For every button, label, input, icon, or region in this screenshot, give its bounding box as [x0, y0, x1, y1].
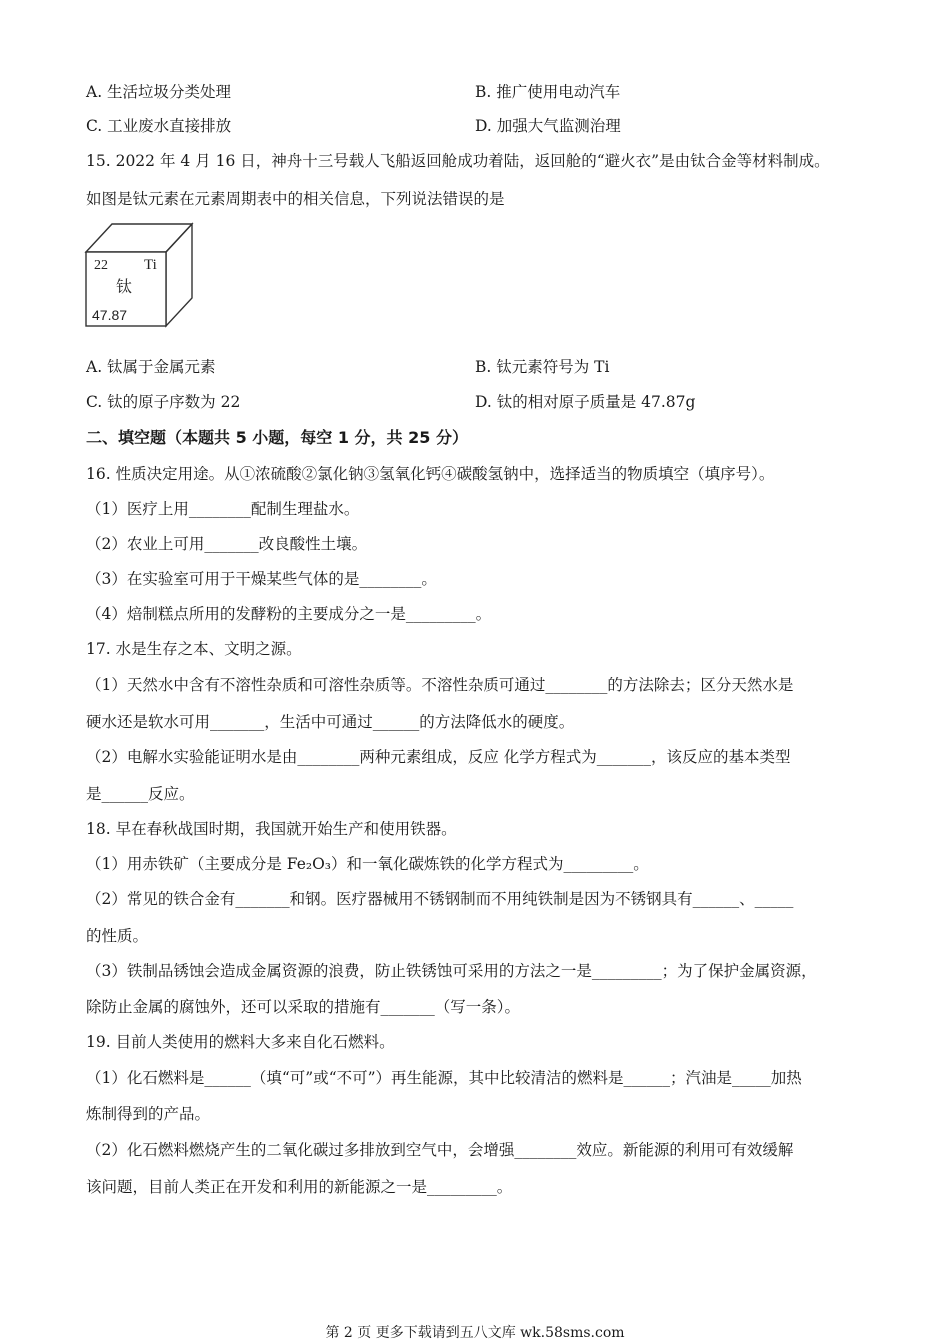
q18-part3-line2: 除防止金属的腐蚀外，还可以采取的措施有_______（写一条）。	[86, 998, 521, 1016]
q17-part1-line2: 硬水还是软水可用_______，生活中可通过______的方法降低水的硬度。	[86, 713, 575, 731]
titanium-element-cell	[84, 220, 196, 332]
q18-stem: 18. 早在春秋战国时期，我国就开始生产和使用铁器。	[86, 820, 457, 838]
q19-part2-line1: （2）化石燃料燃烧产生的二氧化碳过多排放到空气中，会增强________效应。新能源的利用可有效缓解	[86, 1141, 794, 1159]
q17-part2-line2: 是______反应。	[86, 785, 195, 803]
q19-part1-line1: （1）化石燃料是______（填“可”或“不可”）再生能源，其中比较清洁的燃料是______；汽油是_____加热	[86, 1069, 802, 1087]
q14-option-b: B. 推广使用电动汽车	[475, 83, 621, 101]
q19-part1-line2: 炼制得到的产品。	[86, 1105, 211, 1123]
q18-part2-line2: 的性质。	[86, 927, 149, 945]
page-footer: 第 2 页 更多下载请到五八文库 wk.58sms.com	[325, 1325, 625, 1341]
q16-part2: （2）农业上可用_______改良酸性土壤。	[86, 535, 368, 553]
q19-part2-line2: 该问题，目前人类正在开发和利用的新能源之一是_________。	[86, 1178, 513, 1196]
q14-option-a: A. 生活垃圾分类处理	[86, 83, 232, 101]
element-symbol: Ti	[144, 257, 157, 273]
q14-option-d: D. 加强大气监测治理	[475, 117, 621, 135]
section-heading: 二、填空题（本题共 5 小题，每空 1 分，共 25 分）	[86, 428, 468, 447]
q16-part1: （1）医疗上用________配制生理盐水。	[86, 500, 360, 518]
q15-option-c: C. 钛的原子序数为 22	[86, 393, 241, 411]
q15-option-a: A. 钛属于金属元素	[86, 358, 216, 376]
element-name: 钛	[116, 277, 133, 296]
q17-part1-line1: （1）天然水中含有不溶性杂质和可溶性杂质等。不溶性杂质可通过________的方法除去；区分天然水是	[86, 676, 794, 694]
q16-stem: 16. 性质决定用途。从①浓硫酸②氯化钠③氢氧化钙④碳酸氢钠中，选择适当的物质填空（填序号）。	[86, 465, 775, 483]
q19-stem: 19. 目前人类使用的燃料大多来自化石燃料。	[86, 1033, 395, 1051]
element-mass: 47.87	[92, 307, 128, 323]
q16-part4: （4）焙制糕点所用的发酵粉的主要成分之一是_________。	[86, 605, 492, 623]
q16-part3: （3）在实验室可用于干燥某些气体的是________。	[86, 570, 437, 588]
q15-stem-line1: 15. 2022 年 4 月 16 日，神舟十三号载人飞船返回舱成功着陆，返回舱的“避火衣”是由钛合金等材料制成。	[86, 152, 830, 170]
q14-option-c: C. 工业废水直接排放	[86, 117, 232, 135]
q17-stem: 17. 水是生存之本、文明之源。	[86, 640, 302, 658]
q15-option-b: B. 钛元素符号为 Ti	[475, 358, 610, 376]
q18-part1: （1）用赤铁矿（主要成分是 Fe₂O₃）和一氧化碳炼铁的化学方程式为_________。	[86, 855, 649, 873]
q15-option-d: D. 钛的相对原子质量是 47.87g	[475, 393, 696, 411]
q17-part2-line1: （2）电解水实验能证明水是由________两种元素组成，反应 化学方程式为_______，该反应的基本类型	[86, 748, 791, 766]
q18-part3-line1: （3）铁制品锈蚀会造成金属资源的浪费，防止铁锈蚀可采用的方法之一是_________；为了保护金属资源，	[86, 962, 817, 980]
element-number: 22	[94, 258, 108, 273]
q15-stem-line2: 如图是钛元素在元素周期表中的相关信息，下列说法错误的是	[86, 190, 505, 208]
q18-part2-line1: （2）常见的铁合金有_______和钢。医疗器械用不锈钢制而不用纯铁制是因为不锈钢具有______、_____	[86, 890, 794, 908]
